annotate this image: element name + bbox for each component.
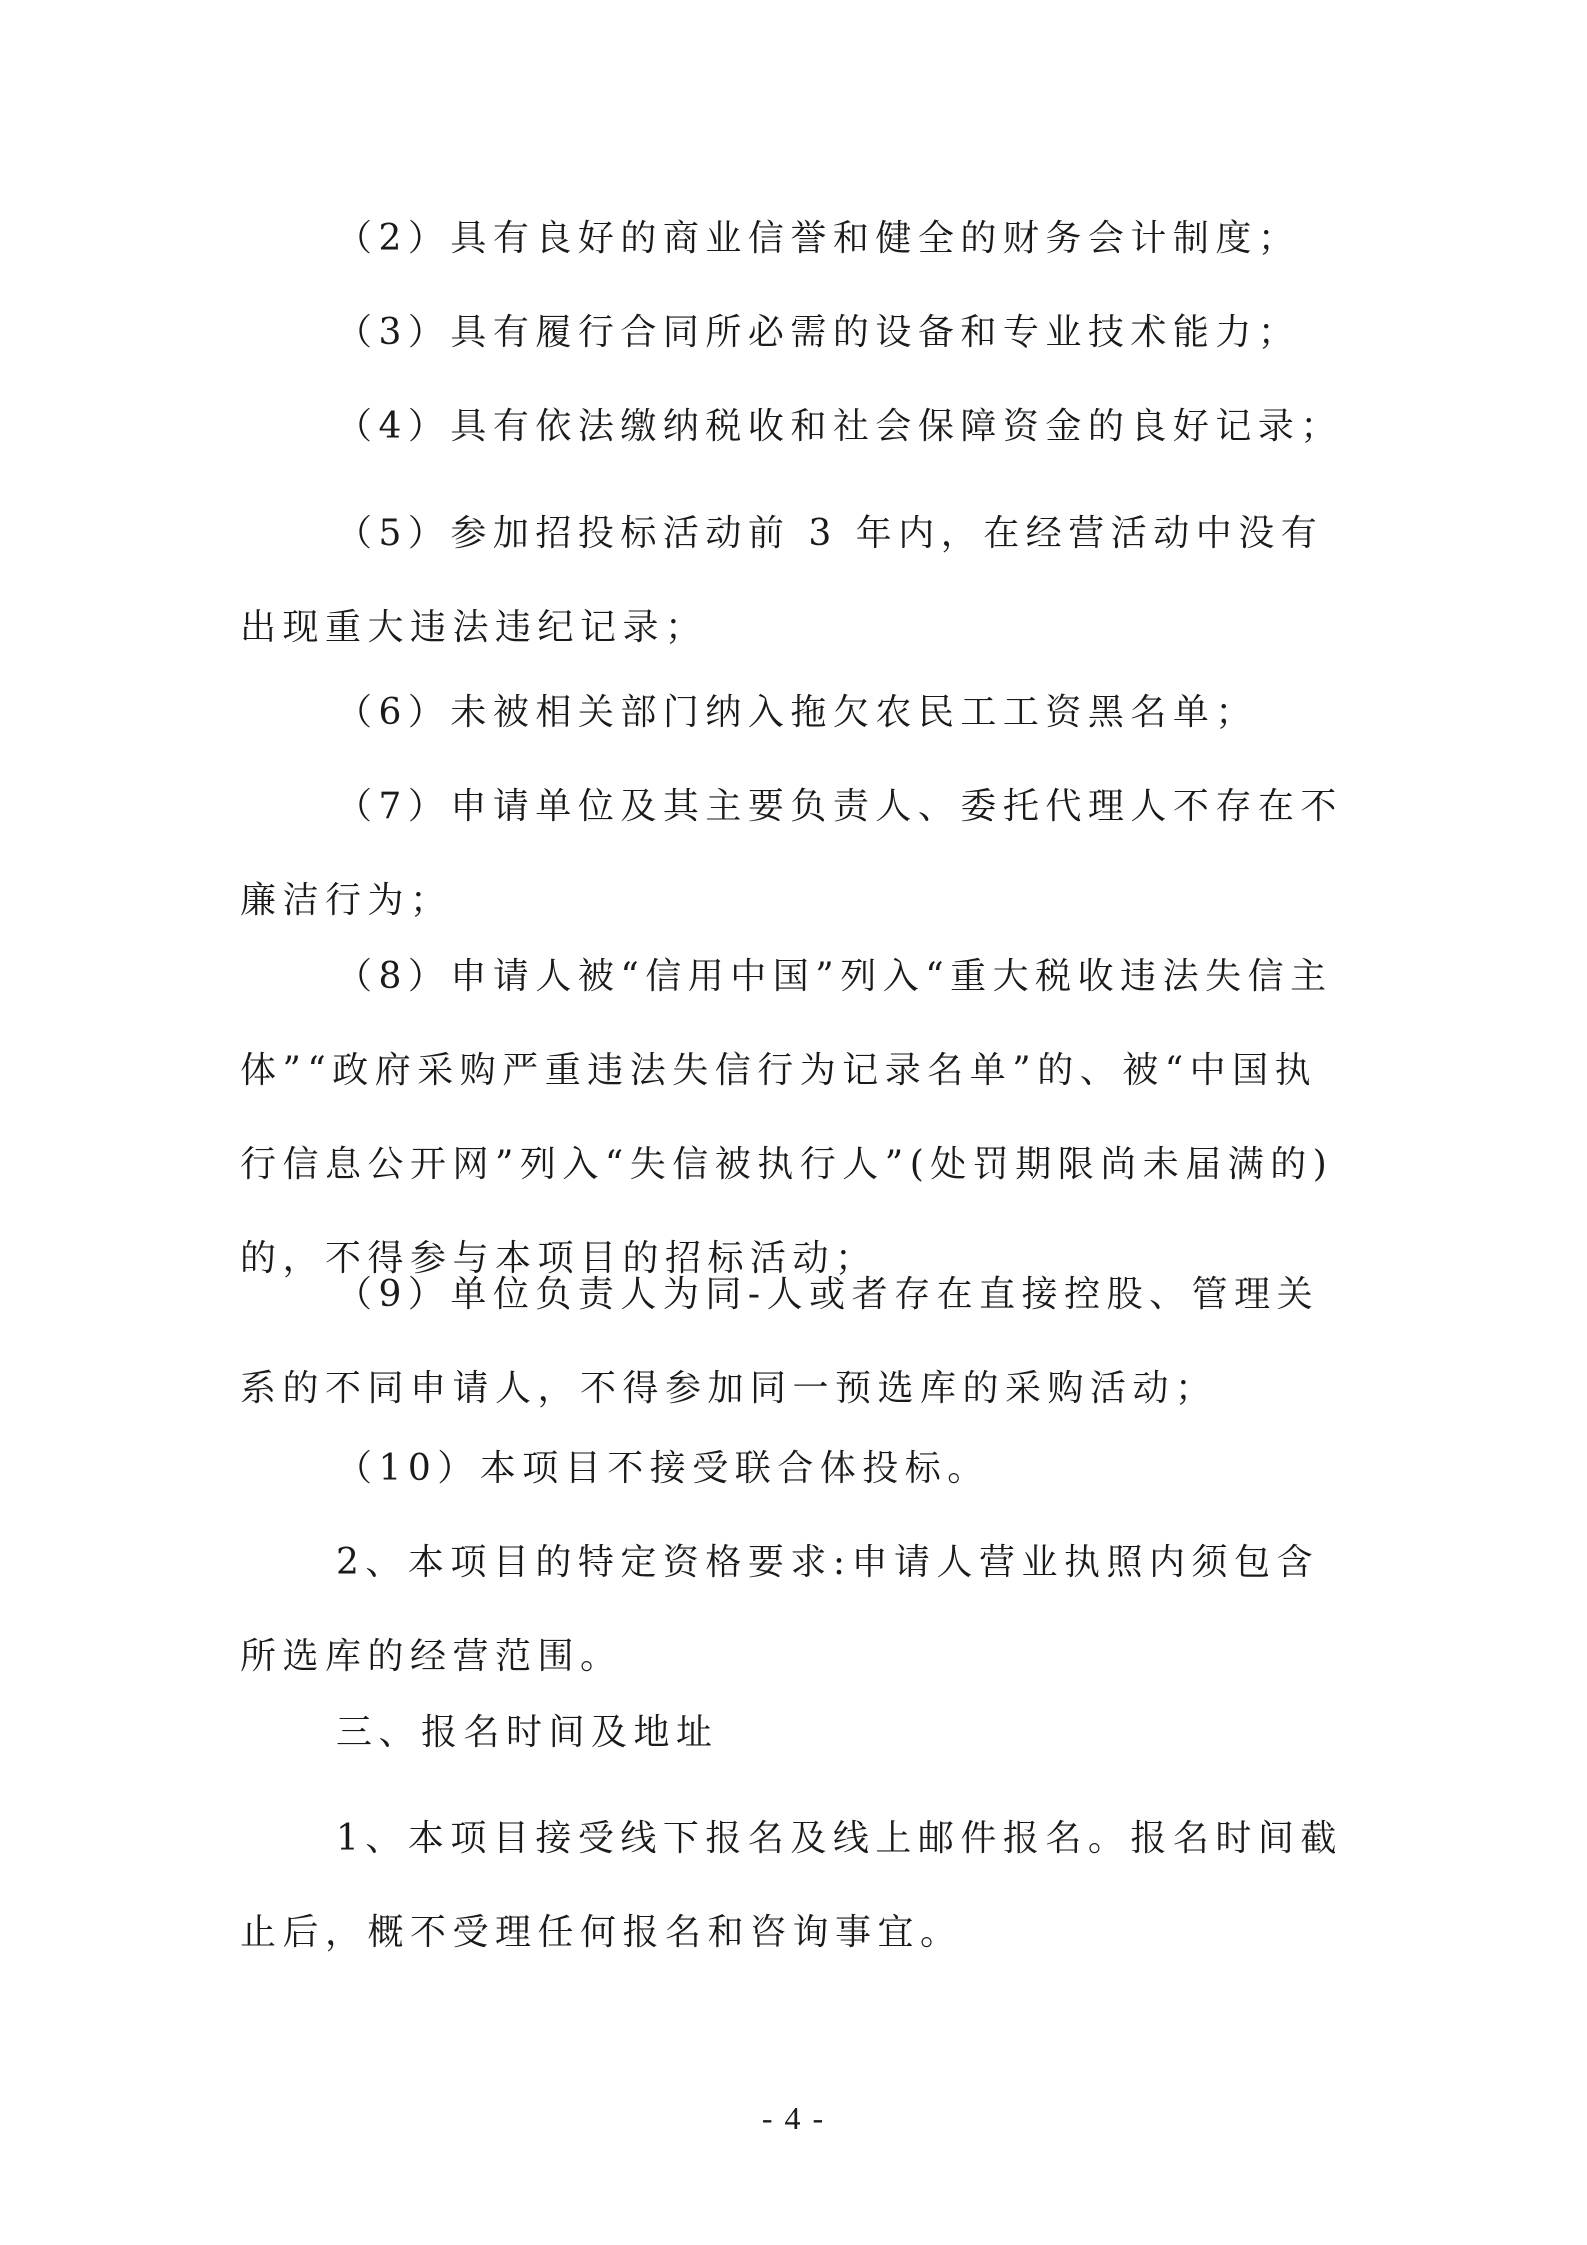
paragraph-registration-1: 1、本项目接受线下报名及线上邮件报名。报名时间截止后，概不受理任何报名和咨询事宜。 — [240, 1818, 1343, 1953]
page-number: - 4 - — [761, 2100, 826, 2136]
paragraph-qualification-6: （6）未被相关部门纳入拖欠农民工工资黑名单； — [336, 692, 1258, 733]
paragraph-qualification-10: （10）本项目不接受联合体投标。 — [336, 1448, 990, 1489]
paragraph-qualification-8: （8）申请人被“信用中国”列入“重大税收违法失信主体”“政府采购严重违法失信行为记录名单”的、被“中国执行信息公开网”列入“失信被执行人”(处罚期限尚未届满的)的，不得参与本项目的招标活动； — [240, 956, 1334, 1279]
paragraph-specific-requirements: 2、本项目的特定资格要求:申请人营业执照内须包含所选库的经营范围。 — [240, 1542, 1320, 1677]
section-heading-registration: 三、报名时间及地址 — [336, 1712, 719, 1753]
paragraph-qualification-2: （2）具有良好的商业信誉和健全的财务会计制度； — [336, 218, 1301, 259]
paragraph-qualification-3: （3）具有履行合同所必需的设备和专业技术能力； — [336, 312, 1301, 353]
paragraph-qualification-5: （5）参加招投标活动前 3 年内，在经营活动中没有出现重大违法违纪记录； — [240, 513, 1324, 648]
paragraph-qualification-4: （4）具有依法缴纳税收和社会保障资金的良好记录； — [336, 406, 1343, 447]
paragraph-qualification-7: （7）申请单位及其主要负责人、委托代理人不存在不廉洁行为； — [240, 786, 1343, 921]
paragraph-qualification-9: （9）单位负责人为同-人或者存在直接控股、管理关系的不同申请人，不得参加同一预选库的采购活动； — [240, 1274, 1320, 1409]
